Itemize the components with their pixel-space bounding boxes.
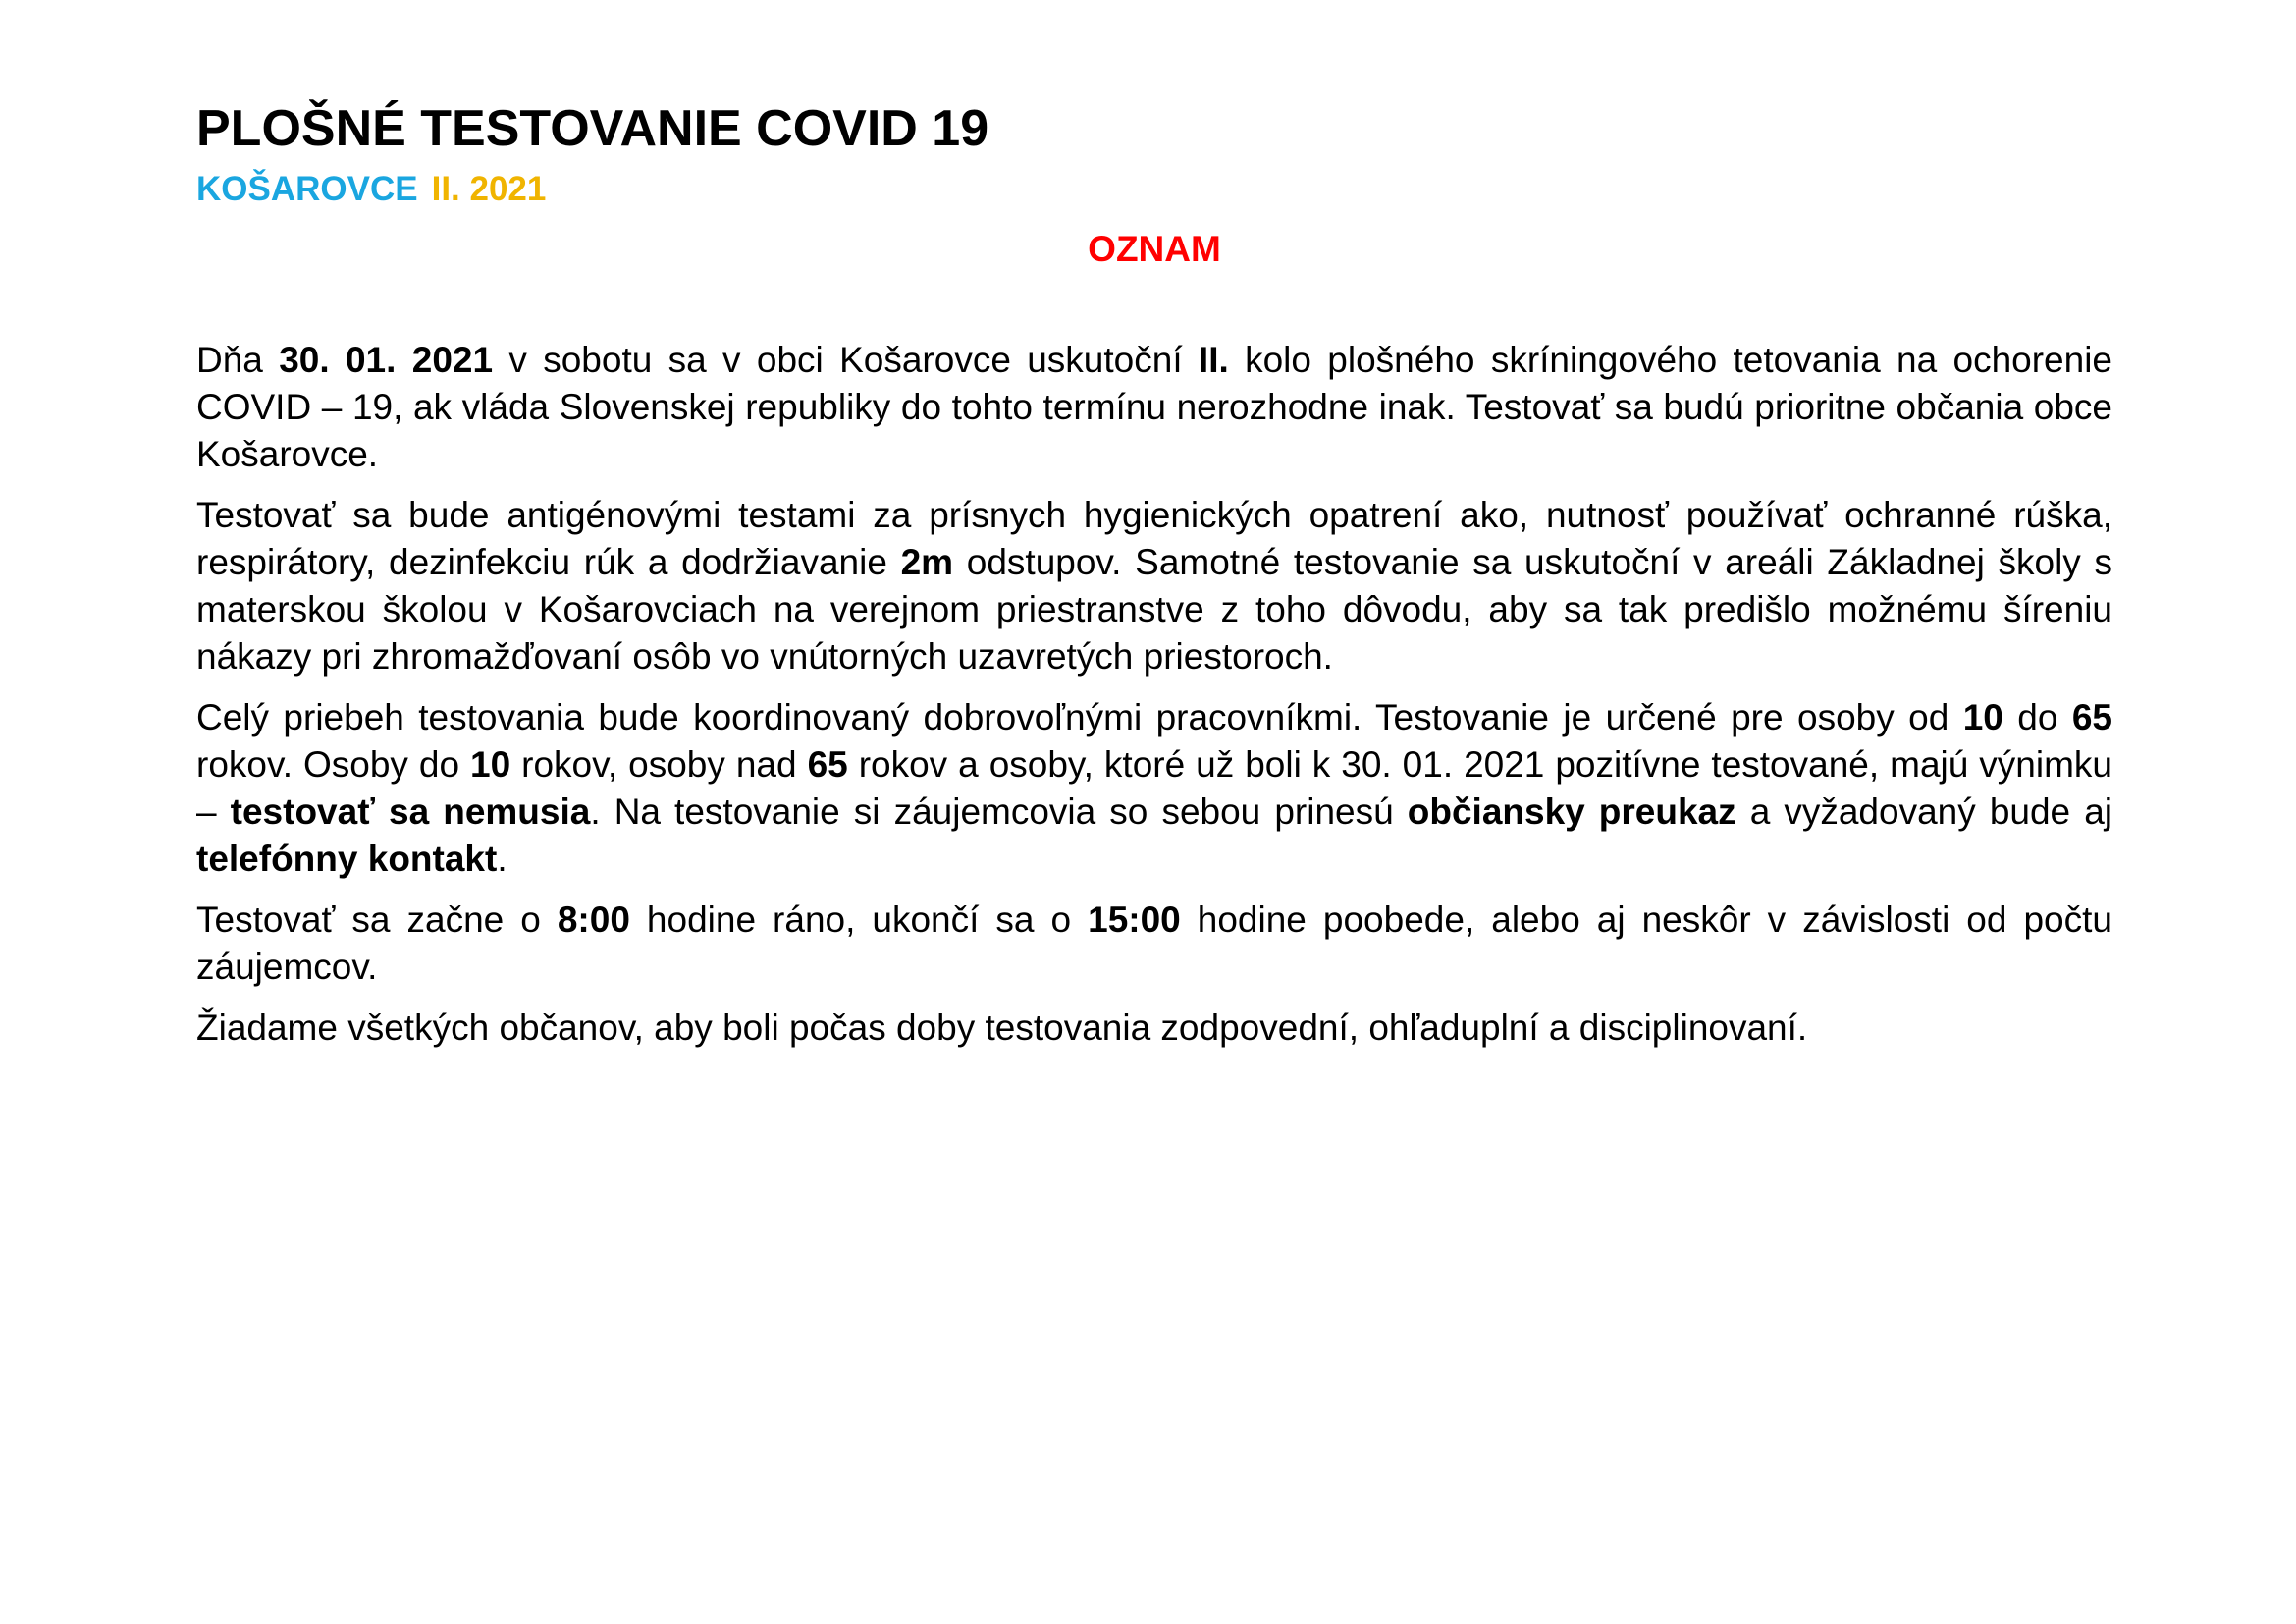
notice-heading: OZNAM xyxy=(1088,229,1221,270)
end-time: 15:00 xyxy=(1088,898,1181,940)
paragraph-appeal: Žiadame všetkých občanov, aby boli počas doby testovania zodpovední, ohľaduplní a disciplinovaní. xyxy=(196,1006,1808,1048)
test-date: 30. 01. 2021 xyxy=(279,339,494,380)
start-time: 8:00 xyxy=(557,898,630,940)
phone-note: telefónny kontakt xyxy=(196,838,498,879)
id-card-note: občiansky preukaz xyxy=(1407,790,1736,832)
document-title: PLOŠNÉ TESTOVANIE COVID 19 xyxy=(196,100,989,157)
age-min: 10 xyxy=(1962,696,2003,737)
subtitle-place: KOŠAROVCE xyxy=(196,170,418,209)
document-subtitle xyxy=(196,169,2112,210)
test-round: II. xyxy=(1198,339,1229,380)
age-min-exempt: 10 xyxy=(470,743,511,785)
distance-value: 2m xyxy=(900,541,954,582)
age-max-exempt: 65 xyxy=(807,743,848,785)
paragraph-hours: Testovať sa začne o 8:00 hodine ráno, ukončí sa o 15:00 hodine poobede, alebo aj neskôr v závislosti od počtu záujemcov. xyxy=(196,898,2112,987)
age-max: 65 xyxy=(2071,696,2112,737)
paragraph-date: Dňa 30. 01. 2021 v sobotu sa v obci Košarovce uskutoční II. kolo plošného skríningového tetovania na ochorenie COVID – 19, ak vláda Slovenskej republiky do tohto termínu nerozhodne inak. Testovať sa budú prioritne občania obce Košarovce. xyxy=(196,339,2112,474)
document-body xyxy=(196,337,2112,1052)
subtitle-round: II. 2021 xyxy=(431,170,547,209)
exempt-note: testovať sa nemusia xyxy=(230,790,591,832)
paragraph-eligibility: Celý priebeh testovania bude koordinovaný dobrovoľnými pracovníkmi. Testovanie je určené pre osoby od 10 do 65 rokov. Osoby do 10 rokov, osoby nad 65 rokov a osoby, ktoré už boli k 30. 01. 2021 pozitívne testované, majú výnimku – testovať sa nemusia. Na testovanie si záujemcovia so sebou prinesú občiansky preukaz a vyžadovaný bude aj telefónny kontakt. xyxy=(196,696,2112,879)
paragraph-hygiene: Testovať sa bude antigénovými testami za prísnych hygienických opatrení ako, nutnosť používať ochranné rúška, respirátory, dezinfekciu rúk a dodržiavanie 2m odstupov. Samotné testovanie sa uskutoční v areáli Základnej školy s materskou školou v Košarovciach na verejnom priestranstve z toho dôvodu, aby sa tak predišlo možnému šíreniu nákazy pri zhromažďovaní osôb vo vnútorných uzavretých priestoroch. xyxy=(196,494,2112,677)
document-page xyxy=(196,98,2112,1065)
